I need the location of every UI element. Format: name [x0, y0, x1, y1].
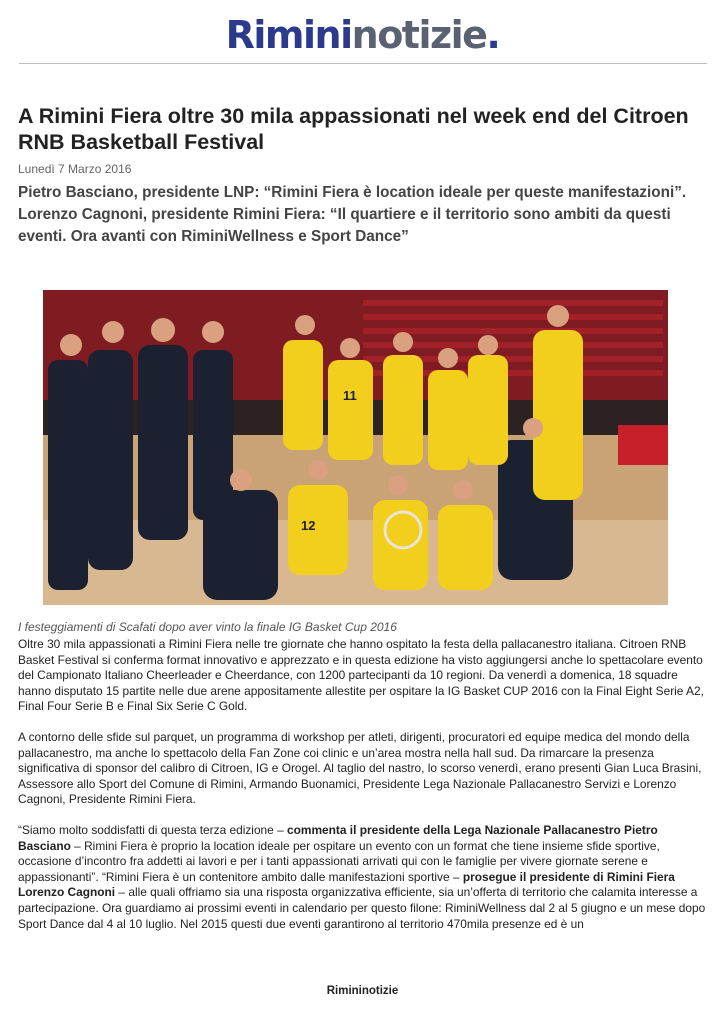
article-body — [18, 637, 708, 947]
quote-basciano: – Rimini Fiera è proprio la location ideale per ospitare un evento con un format che tiene insieme sfide sportive, occasione d’incontro fra addetti ai lavori e per i tanti appassionati arrivati qui con le famiglie per vivere giornate serene e appassionanti”. “Rimini Fiera è un contenitore ambito dalle manifestazioni sportive – — [18, 838, 660, 884]
article-title: A Rimini Fiera oltre 30 mila appassionati nel week end del Citroen RNB Basketball Festival — [18, 104, 689, 154]
article-subtitle: Pietro Basciano, presidente LNP: “Rimini Fiera è location ideale per queste manifestazioni”. Lorenzo Cagnoni, presidente Rimini Fiera: “Il quartiere e il territorio sono ambiti da questi eventi. Ora avanti con RiminiWellness e Sport Dance” — [18, 184, 687, 245]
body-paragraph-1: Oltre 30 mila appassionati a Rimini Fiera nelle tre giornate che hanno ospitato la festa della pallacanestro italiana. Citroen RNB Basket Festival si conferma format innovativo e apprezzato e in questa edizione ha visto aggiungersi anche lo spettacolare evento del Campionato Italiano Cheerleader e Cheerdance, con 1200 partecipanti da 10 regioni. Da venerdì a domenica, 18 squadre hanno disputato 15 partite nelle due arene appositamente allestite per ospitare la IG Basket CUP 2016 con la Final Eight Serie A2, Final Four Serie B e Final Six Serie C Gold. — [18, 637, 704, 714]
site-logo[interactable] — [0, 12, 725, 58]
quote-cagnoni: – alle quali offriamo sia una risposta organizzativa efficiente, sia un’offerta di territorio che calamita interesse a partecipazione. Ora guardiamo ai prossimi eventi in calendario per questo filone: RiminiWellness dal 2 al 5 giugno e un mese dopo Sport Dance dal 4 al 10 luglio. Nel 2015 questi due eventi garantirono al territorio 470mila presenze ed è un — [18, 885, 706, 931]
attribution-cagnoni: prosegue il presidente di Rimini Fiera Lorenzo Cagnoni — [18, 869, 675, 900]
jersey-number-11: 11 — [343, 388, 357, 403]
jersey-number-12: 12 — [301, 518, 316, 533]
body-paragraph-2: A contorno delle sfide sul parquet, un programma di workshop per atleti, dirigenti, procuratori ed equipe medica del mondo della pallacanestro, ma anche lo spettacolo della Fan Zone coi clinic e un’area mostra nella hall sud. Da rimarcare la presenza significativa di sponsor del calibro di Citroen, IG e Orogel. Al taglio del nastro, lo scorso venerdì, erano presenti Gian Luca Brasini, Assessore allo Sport del Comune di Rimini, Armando Buonamici, Presidente Lega Nazionale Pallacanestro Servizi e Lorenzo Cagnoni, Presidente Rimini Fiera. — [18, 729, 702, 807]
quote-intro: “Siamo molto soddisfatti di questa terza edizione – — [18, 822, 288, 837]
team-celebration-photo — [43, 290, 668, 605]
logo-dot: . — [486, 13, 500, 57]
photo-caption: I festeggiamenti di Scafati dopo aver vinto la finale IG Basket Cup 2016 — [18, 620, 397, 634]
article-date: Lunedì 7 Marzo 2016 — [18, 162, 132, 176]
logo-part-notizie: notizie — [351, 13, 487, 57]
page-footer: Rimininotizie — [326, 985, 399, 997]
article-photo — [43, 290, 668, 605]
body-paragraph-3 — [18, 823, 708, 932]
attribution-basciano: commenta il presidente della Lega Nazionale Pallacanestro Pietro Basciano — [18, 822, 658, 853]
header-divider — [19, 63, 707, 64]
logo-part-rimini: Rimini — [225, 13, 352, 57]
